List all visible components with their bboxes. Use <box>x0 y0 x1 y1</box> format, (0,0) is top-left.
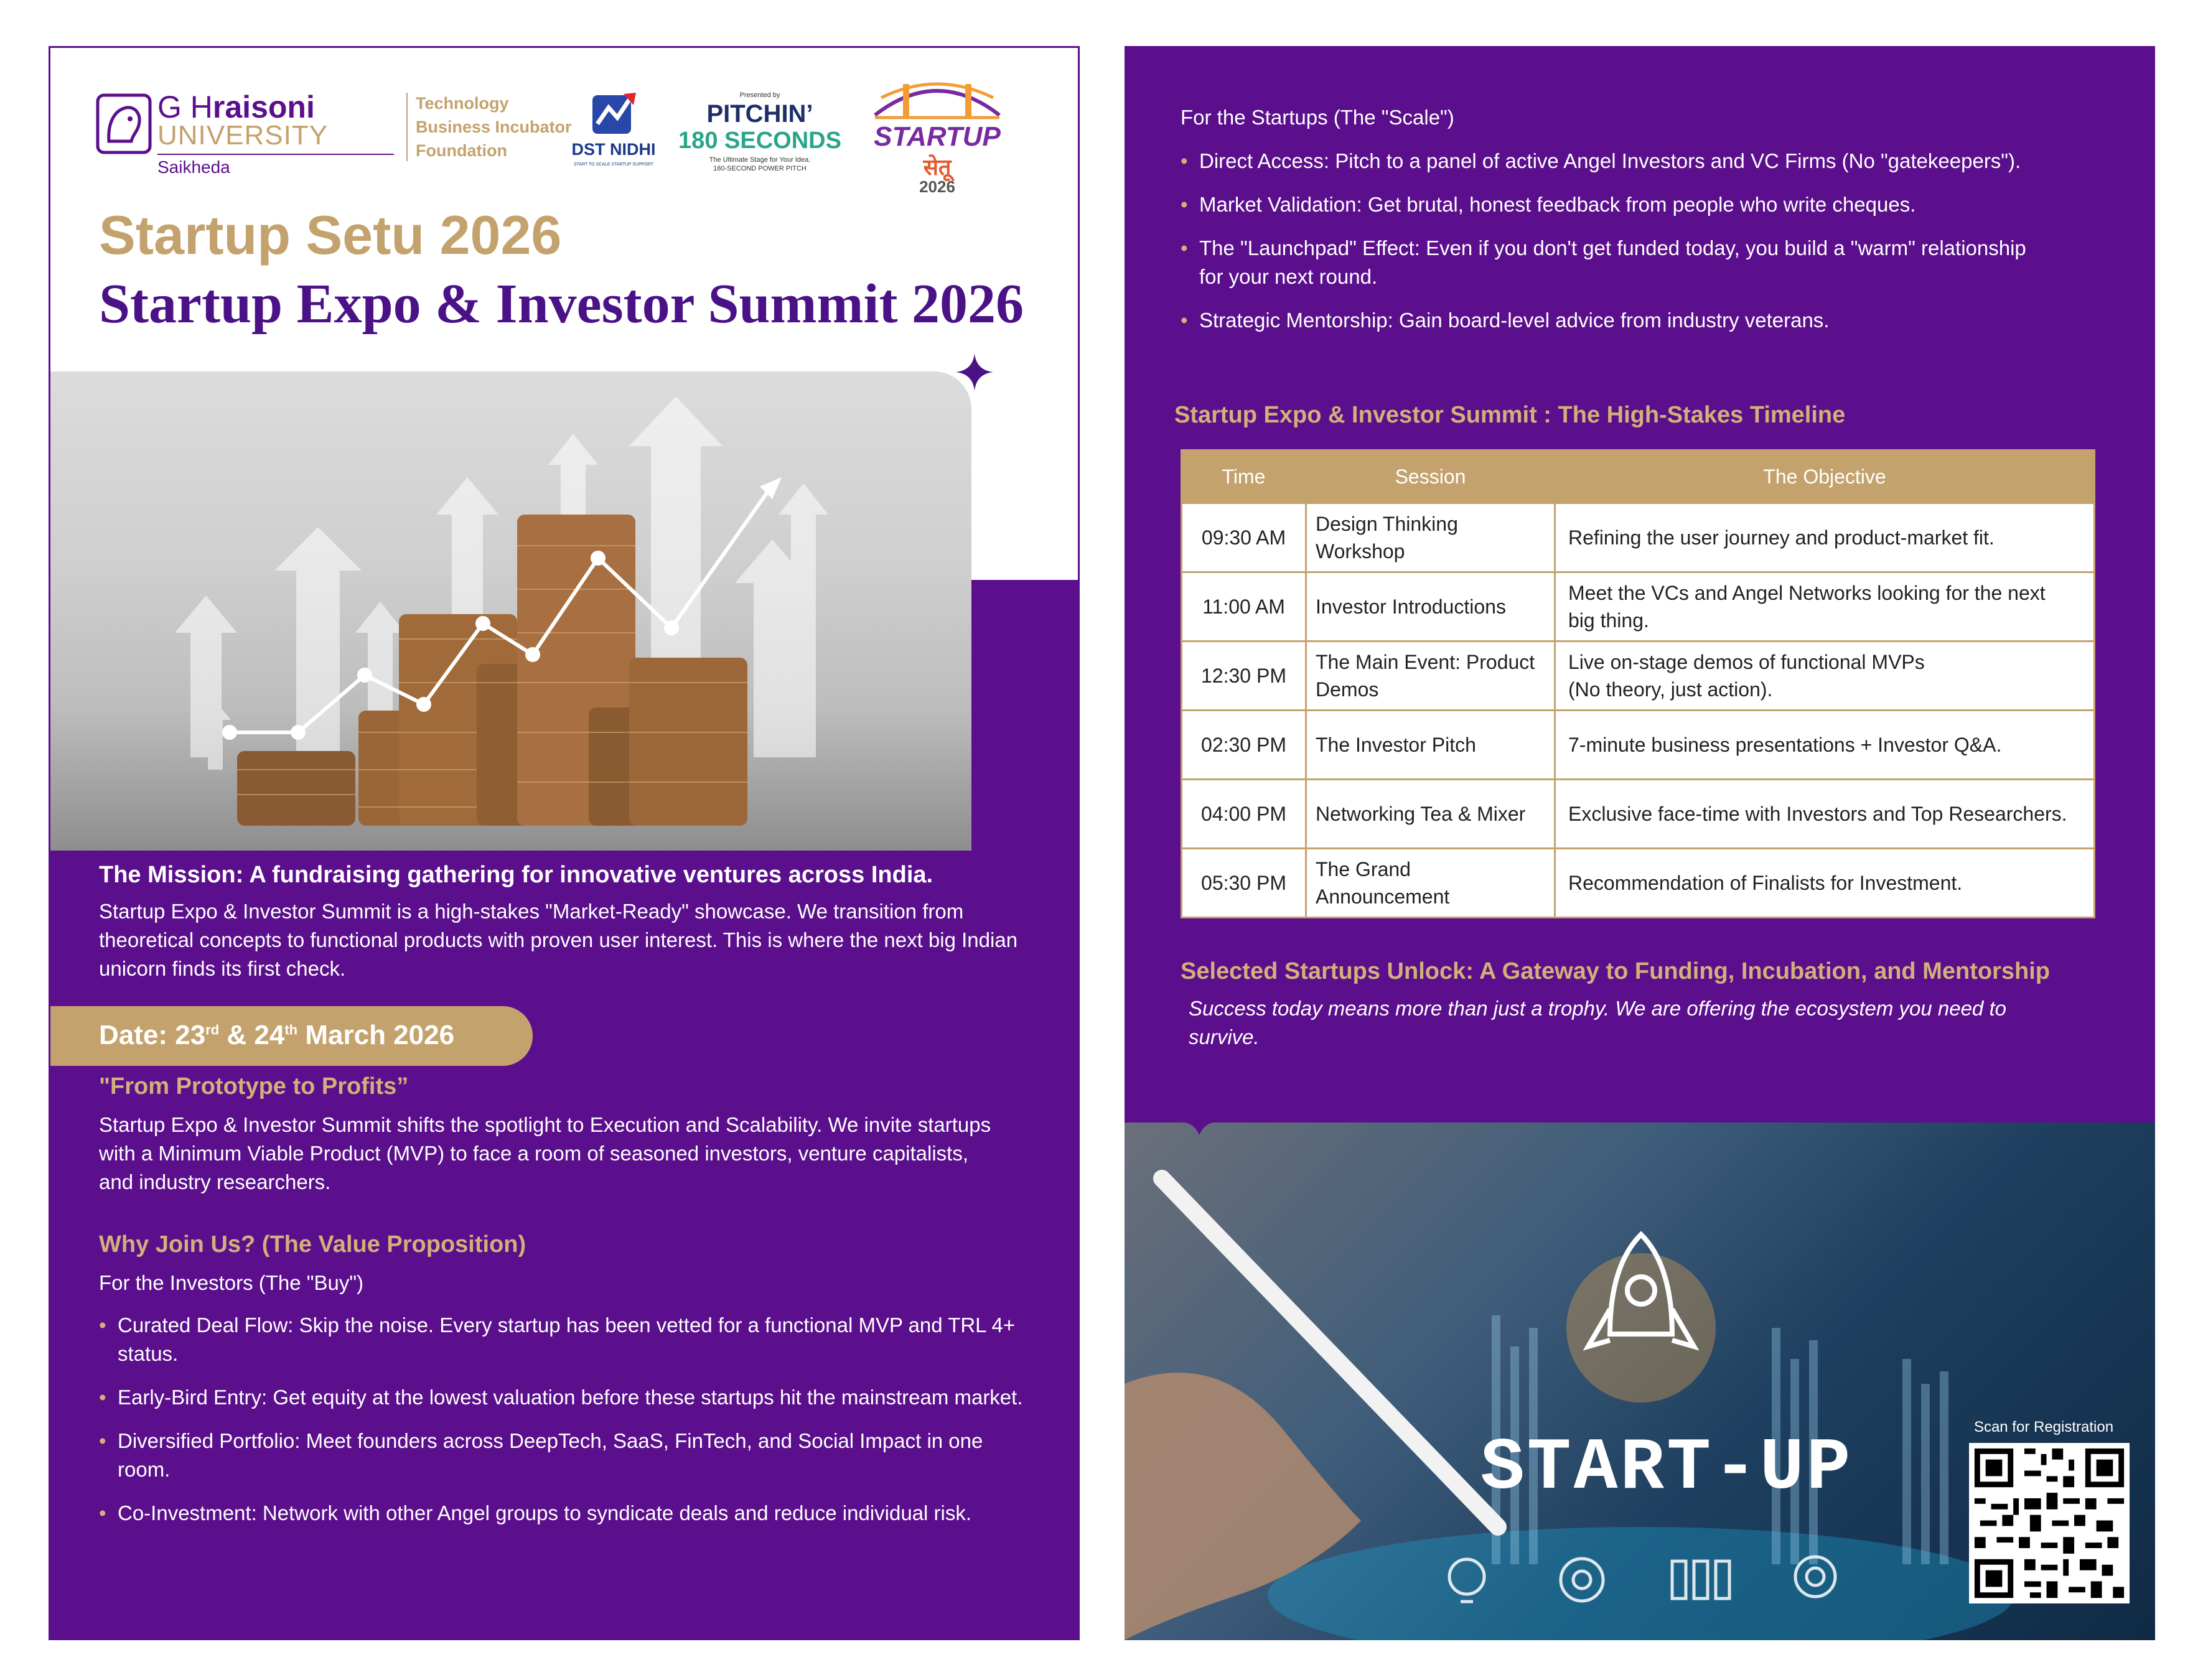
logo-vertical-divider <box>406 93 408 161</box>
startup-benefit-item: • Strategic Mentorship: Gain board-level advice from industry veterans. <box>1181 306 2052 335</box>
header-session: Session <box>1306 450 1555 503</box>
scan-label: Scan for Registration <box>1973 1419 2114 1435</box>
date-sup-1: rd <box>205 1022 220 1038</box>
pitchin-seconds: 180 SECONDS <box>678 128 841 154</box>
cell-objective: Exclusive face-time with Investors and Top Researchers. <box>1555 780 2095 849</box>
table-row <box>1182 780 2095 849</box>
cell-session: The Investor Pitch <box>1306 711 1555 780</box>
table-row <box>1182 572 2095 642</box>
pitchin-presented: Presented by <box>739 91 780 99</box>
table-row <box>1182 642 2095 711</box>
coins-growth-image <box>50 371 971 851</box>
cell-session: The Main Event: Product Demos <box>1306 642 1555 711</box>
pitchin-tagline-1: The Ultimate Stage for Your Idea. <box>709 156 811 164</box>
startup-benefits-list <box>1181 147 2052 350</box>
right-page <box>1125 46 2155 1640</box>
cell-time: 11:00 AM <box>1182 572 1306 642</box>
dst-chart-icon <box>589 89 638 138</box>
dst-nidhi-label: DST NIDHI <box>571 140 656 159</box>
dst-nidhi-logo <box>567 89 660 182</box>
date-sup-2: th <box>284 1022 298 1038</box>
unlock-heading: Selected Startups Unlock: A Gateway to Funding, Incubation, and Mentorship <box>1181 958 2050 984</box>
timeline-heading: Startup Expo & Investor Summit : The High-Stakes Timeline <box>1174 402 1846 428</box>
coins-growth-illustration <box>50 371 971 851</box>
logo-gh: G H <box>157 90 213 124</box>
bridge-icon <box>869 73 1006 123</box>
header-objective: The Objective <box>1555 450 2095 503</box>
cell-session: Investor Introductions <box>1306 572 1555 642</box>
cell-objective: 7-minute business presentations + Investor Q&A. <box>1555 711 2095 780</box>
event-date <box>99 1020 454 1051</box>
unlock-body: Success today means more than just a trophy. We are offering the ecosystem you need to survive. <box>1189 997 2006 1048</box>
lion-emblem-icon <box>95 93 152 155</box>
startup-photo-text: START-UP <box>1480 1427 1853 1510</box>
setu-title: STARTUP <box>874 121 1001 152</box>
logo-raisoni: raisoni <box>212 90 315 124</box>
date-prefix: Date: 23 <box>99 1020 206 1050</box>
cell-session: The Grand Announcement <box>1306 849 1555 918</box>
setu-hindi: सेतू <box>923 154 952 180</box>
cell-objective: Recommendation of Finalists for Investment. <box>1555 849 2095 918</box>
why-join-heading: Why Join Us? (The Value Proposition) <box>99 1231 526 1258</box>
foundation-line-2: Business Incubator <box>416 118 572 136</box>
logo-divider <box>157 154 394 155</box>
investor-benefit-item: • Diversified Portfolio: Meet founders across DeepTech, SaaS, FinTech, and Social Impact in one room. <box>99 1427 1032 1484</box>
qr-code-icon <box>1969 1443 2130 1603</box>
cell-objective: Live on-stage demos of functional MVPs (No theory, just action). <box>1555 642 2095 711</box>
investor-benefit-item: • Curated Deal Flow: Skip the noise. Every startup has been vetted for a functional MVP and TRL 4+ status. <box>99 1311 1032 1368</box>
table-header-row <box>1182 450 2095 503</box>
mission-heading: The Mission: A fundraising gathering for innovative ventures across India. <box>99 862 933 888</box>
startup-setu-logo <box>859 73 1015 197</box>
cell-time: 09:30 AM <box>1182 503 1306 572</box>
setu-year: 2026 <box>919 177 955 196</box>
startups-heading: For the Startups (The "Scale") <box>1181 106 1454 129</box>
foundation-line-3: Foundation <box>416 141 507 160</box>
event-subtitle: Startup Expo & Investor Summit 2026 <box>99 273 1024 335</box>
startup-benefit-item: • Direct Access: Pitch to a panel of active Angel Investors and VC Firms (No "gatekeepers"). <box>1181 147 2052 175</box>
startup-benefit-item: • Market Validation: Get brutal, honest feedback from people who write cheques. <box>1181 190 2052 219</box>
investor-benefit-item: • Early-Bird Entry: Get equity at the lowest valuation before these startups hit the mainstream market. <box>99 1383 1032 1412</box>
foundation-line-1: Technology <box>416 94 509 113</box>
table-row <box>1182 711 2095 780</box>
date-suffix: March 2026 <box>297 1020 455 1050</box>
logo-campus: Saikheda <box>157 157 230 177</box>
cell-time: 02:30 PM <box>1182 711 1306 780</box>
timeline-table <box>1181 449 2095 918</box>
cell-session: Networking Tea & Mixer <box>1306 780 1555 849</box>
cell-objective: Meet the VCs and Angel Networks looking for the next big thing. <box>1555 572 2095 642</box>
table-row <box>1182 503 2095 572</box>
pitchin-title: PITCHIN’ <box>706 100 813 128</box>
header-time: Time <box>1182 450 1306 503</box>
startup-benefit-item: • The "Launchpad" Effect: Even if you don't get funded today, you build a "warm" relationship for your next round. <box>1181 234 2052 291</box>
logo-university: UNIVERSITY <box>157 120 329 151</box>
left-page <box>49 46 1080 1640</box>
registration-qr-code[interactable] <box>1969 1443 2130 1603</box>
dst-tagline: START TO SCALE STARTUP SUPPORT <box>574 162 653 167</box>
investor-benefits-list <box>99 1311 1032 1542</box>
mission-body: Startup Expo & Investor Summit is a high-stakes "Market-Ready" showcase. We transition from theoretical concepts to functional products with proven user interest. This is where the next big Indian unicorn finds its first check. <box>99 900 1018 980</box>
event-title: Startup Setu 2026 <box>99 204 562 266</box>
investors-heading: For the Investors (The "Buy") <box>99 1271 364 1294</box>
diamond-accent-icon <box>953 350 996 394</box>
prototype-body: Startup Expo & Investor Summit shifts the spotlight to Execution and Scalability. We invite startups with a Minimum Viable Product (MVP) to face a room of seasoned investors, venture capitalists, and industry researchers. <box>99 1113 991 1193</box>
investor-benefit-item: • Co-Investment: Network with other Angel groups to syndicate deals and reduce individual risk. <box>99 1499 1032 1528</box>
university-logo <box>95 90 572 186</box>
cell-objective: Refining the user journey and product-market fit. <box>1555 503 2095 572</box>
date-mid: & 24 <box>219 1020 285 1050</box>
pitchin-logo <box>673 91 847 185</box>
cell-time: 05:30 PM <box>1182 849 1306 918</box>
prototype-heading: "From Prototype to Profits” <box>99 1073 409 1099</box>
cell-session: Design Thinking Workshop <box>1306 503 1555 572</box>
startup-rocket-image <box>1125 1122 2155 1640</box>
pitchin-tagline-2: 180-SECOND POWER PITCH <box>713 165 807 172</box>
cell-time: 12:30 PM <box>1182 642 1306 711</box>
cell-time: 04:00 PM <box>1182 780 1306 849</box>
table-row <box>1182 849 2095 918</box>
